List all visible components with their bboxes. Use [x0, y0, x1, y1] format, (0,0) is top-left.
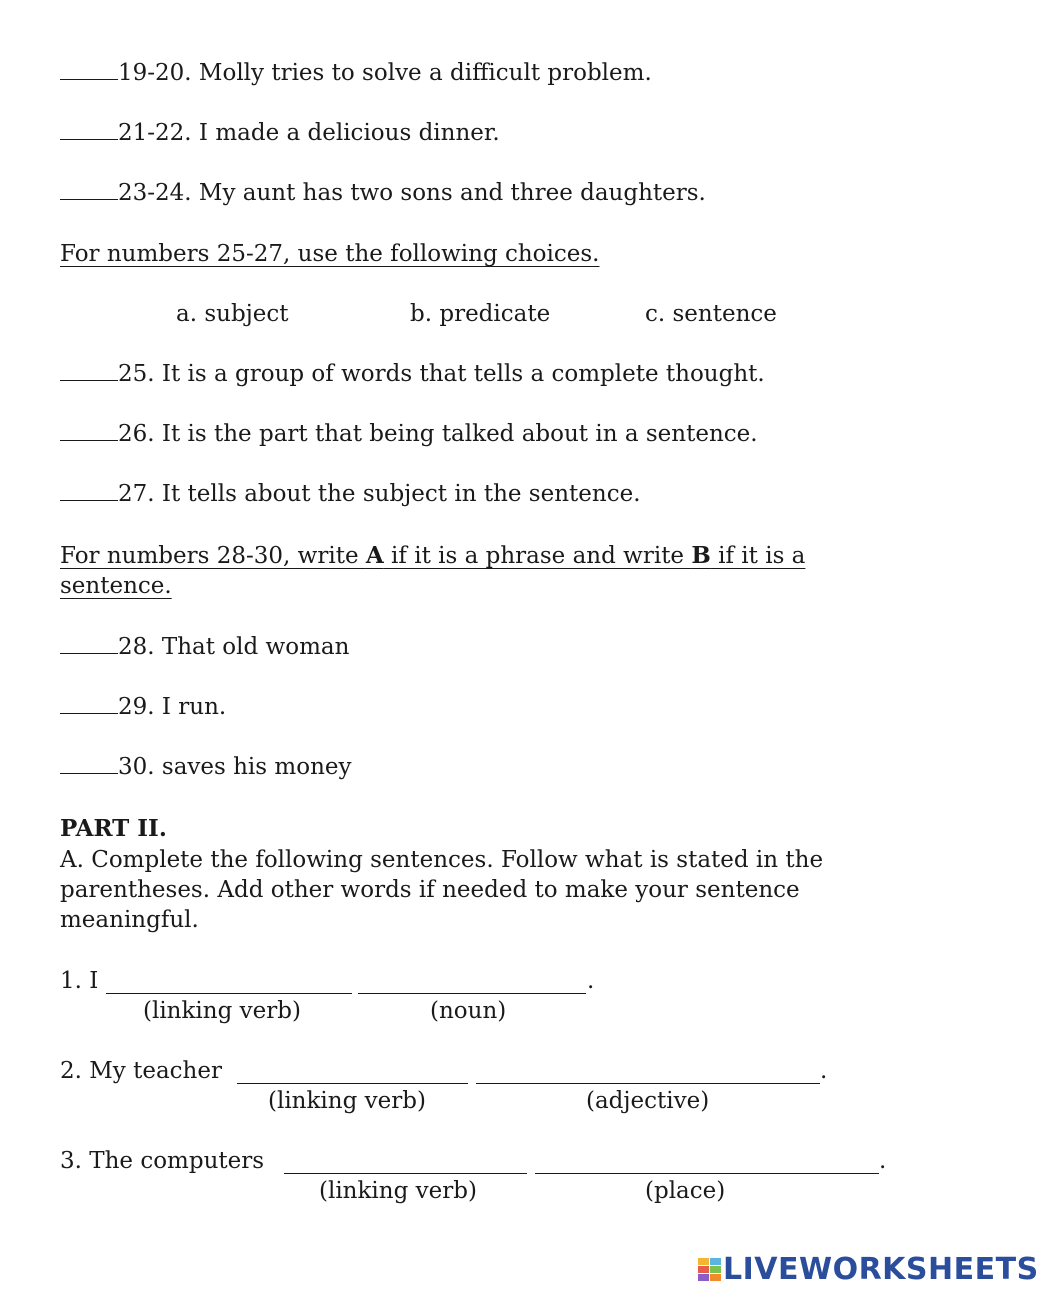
choice-b: b. predicate	[410, 301, 551, 327]
item-2-prefix: 2. My teacher	[60, 1058, 222, 1084]
brand-name: LIVEWORKSHEETS	[723, 1251, 1039, 1287]
instruction-28-30-line2: sentence.	[60, 573, 172, 599]
instruction-25-27: For numbers 25-27, use the following choices.	[60, 241, 600, 267]
question-19-20: 19-20. Molly tries to solve a difficult problem.	[60, 58, 652, 88]
item-1-hint-linking-verb: (linking verb)	[143, 998, 301, 1024]
choice-a: a. subject	[176, 301, 289, 327]
question-26: 26. It is the part that being talked about in a sentence.	[60, 419, 758, 449]
item-1-hint-noun: (noun)	[430, 998, 507, 1024]
item-2-hint-linking-verb: (linking verb)	[268, 1088, 426, 1114]
answer-blank[interactable]	[60, 61, 118, 80]
item-3-place-blank[interactable]	[535, 1172, 879, 1174]
item-1-noun-blank[interactable]	[358, 992, 586, 994]
item-1-prefix: 1. I	[60, 968, 99, 994]
answer-blank[interactable]	[60, 181, 118, 200]
question-23-24: 23-24. My aunt has two sons and three daughters.	[60, 178, 706, 208]
item-3-period: .	[879, 1148, 887, 1174]
part2-instruction-line3: meaningful.	[60, 907, 199, 933]
liveworksheets-logo	[698, 1252, 1039, 1286]
item-2-linking-verb-blank[interactable]	[237, 1082, 468, 1084]
item-1-period: .	[587, 968, 595, 994]
liveworksheets-logo-icon	[698, 1258, 721, 1281]
part2-instruction-line1: A. Complete the following sentences. Follow what is stated in the	[60, 847, 824, 873]
item-2-hint-adjective: (adjective)	[586, 1088, 710, 1114]
item-1-linking-verb-blank[interactable]	[106, 992, 352, 994]
answer-blank[interactable]	[60, 422, 118, 441]
item-2-adjective-blank[interactable]	[476, 1082, 820, 1084]
answer-blank[interactable]	[60, 121, 118, 140]
question-25: 25. It is a group of words that tells a complete thought.	[60, 359, 765, 389]
question-21-22: 21-22. I made a delicious dinner.	[60, 118, 500, 148]
item-3-hint-place: (place)	[645, 1178, 726, 1204]
item-3-hint-linking-verb: (linking verb)	[319, 1178, 477, 1204]
item-2-period: .	[820, 1058, 828, 1084]
answer-blank[interactable]	[60, 482, 118, 501]
part2-heading: PART II.	[60, 815, 167, 842]
answer-blank[interactable]	[60, 635, 118, 654]
question-28: 28. That old woman	[60, 632, 349, 662]
item-3-linking-verb-blank[interactable]	[284, 1172, 527, 1174]
question-29: 29. I run.	[60, 692, 226, 722]
part2-instruction-line2: parentheses. Add other words if needed to make your sentence	[60, 877, 800, 903]
item-3-prefix: 3. The computers	[60, 1148, 265, 1174]
instruction-28-30: For numbers 28-30, write A if it is a phrase and write B if it is a	[60, 542, 806, 569]
answer-blank[interactable]	[60, 362, 118, 381]
choice-c: c. sentence	[645, 301, 777, 327]
question-27: 27. It tells about the subject in the sentence.	[60, 479, 641, 509]
question-30: 30. saves his money	[60, 752, 351, 782]
answer-blank[interactable]	[60, 695, 118, 714]
answer-blank[interactable]	[60, 755, 118, 774]
